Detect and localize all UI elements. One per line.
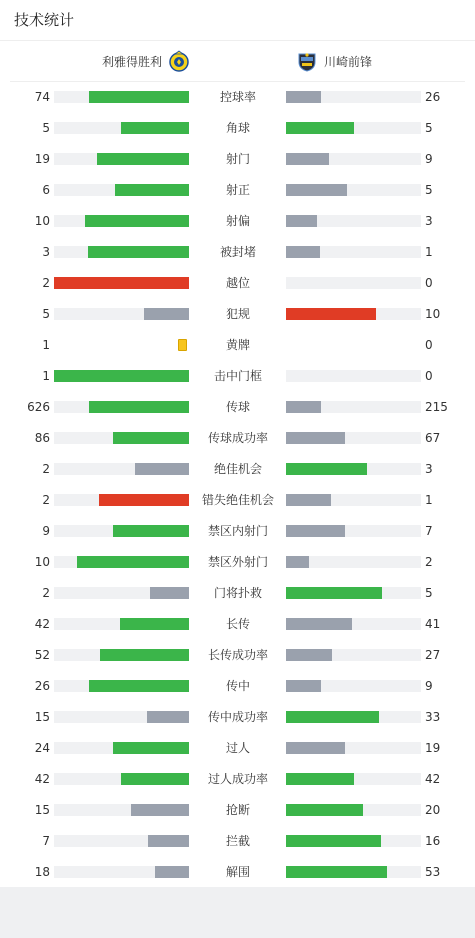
away-stat-bar-fill xyxy=(286,711,379,723)
home-stat-bar xyxy=(54,91,189,103)
away-team-name: 川崎前锋 xyxy=(324,54,373,69)
away-stat-bar-fill xyxy=(286,556,309,568)
away-stat-bar-fill xyxy=(286,525,345,537)
home-stat-bar xyxy=(54,432,189,444)
away-stat-value: 9 xyxy=(425,152,433,166)
away-stat-bar xyxy=(286,804,421,816)
away-stat-bar xyxy=(286,711,421,723)
away-stat-bar xyxy=(286,680,421,692)
home-stat-bar xyxy=(54,463,189,475)
away-stat-value: 19 xyxy=(425,741,441,755)
stat-label: 抢断 xyxy=(225,803,250,817)
stat-label: 传球 xyxy=(225,400,250,414)
away-stat-value: 16 xyxy=(425,834,441,848)
stat-label: 射偏 xyxy=(225,214,250,228)
away-stat-value: 26 xyxy=(425,90,441,104)
stat-label: 错失绝佳机会 xyxy=(201,493,274,507)
home-stat-bar-fill xyxy=(89,680,189,692)
stat-label: 禁区内射门 xyxy=(207,524,268,538)
stat-row xyxy=(0,733,475,764)
home-stat-value: 5 xyxy=(42,307,50,321)
stat-row xyxy=(0,175,475,206)
stat-label: 长传成功率 xyxy=(207,648,268,662)
home-stat-bar-fill xyxy=(150,587,189,599)
stat-row xyxy=(0,485,475,516)
home-stat-bar xyxy=(54,246,189,258)
home-stat-value: 15 xyxy=(34,803,50,817)
home-stat-bar xyxy=(54,804,189,816)
stat-label: 禁区外射门 xyxy=(207,555,268,569)
away-stat-bar xyxy=(286,184,421,196)
away-stat-value: 5 xyxy=(425,586,433,600)
home-stat-bar xyxy=(54,153,189,165)
home-stat-bar xyxy=(54,835,189,847)
home-stat-bar xyxy=(54,215,189,227)
away-stat-value: 67 xyxy=(425,431,441,445)
home-stat-bar xyxy=(54,618,189,630)
home-stat-bar-fill xyxy=(89,91,189,103)
away-stat-bar-fill xyxy=(286,91,321,103)
stat-row xyxy=(0,702,475,733)
stat-row xyxy=(0,640,475,671)
away-stat-bar-fill xyxy=(286,835,381,847)
away-stat-value: 20 xyxy=(425,803,441,817)
home-stat-bar xyxy=(54,277,189,289)
stat-row xyxy=(0,857,475,888)
away-stat-bar xyxy=(286,835,421,847)
away-stat-bar-fill xyxy=(286,401,321,413)
stat-row xyxy=(0,392,475,423)
home-stat-bar-fill xyxy=(97,153,189,165)
away-stat-bar-fill xyxy=(286,463,367,475)
home-stat-bar-fill xyxy=(121,122,189,134)
home-stat-value: 1 xyxy=(42,338,50,352)
stat-label: 射正 xyxy=(225,183,250,197)
away-stat-value: 215 xyxy=(425,400,448,414)
away-stat-bar xyxy=(286,587,421,599)
stat-row xyxy=(0,330,475,361)
home-stat-bar-fill xyxy=(155,866,189,878)
stat-row xyxy=(0,516,475,547)
home-team-logo-icon xyxy=(168,50,190,72)
home-team[interactable] xyxy=(102,41,196,81)
stat-row xyxy=(0,764,475,795)
home-stat-value: 19 xyxy=(34,152,50,166)
away-stat-value: 3 xyxy=(425,462,433,476)
teams-header xyxy=(10,41,465,82)
home-stat-bar xyxy=(54,122,189,134)
home-stat-value: 1 xyxy=(42,369,50,383)
away-stat-bar-fill xyxy=(286,618,352,630)
home-stat-value: 2 xyxy=(42,493,50,507)
away-team[interactable] xyxy=(290,41,372,81)
home-team-name: 利雅得胜利 xyxy=(102,54,163,69)
stat-label: 被封堵 xyxy=(219,245,256,259)
home-stat-bar-fill xyxy=(77,556,189,568)
away-stat-value: 5 xyxy=(425,183,433,197)
home-stat-value: 626 xyxy=(27,400,50,414)
stat-label: 击中门框 xyxy=(213,369,262,383)
away-stat-bar-fill xyxy=(286,587,382,599)
away-stat-value: 41 xyxy=(425,617,441,631)
stat-label: 传球成功率 xyxy=(207,431,268,445)
stat-row xyxy=(0,671,475,702)
away-stat-value: 42 xyxy=(425,772,441,786)
home-stat-value: 18 xyxy=(34,865,50,879)
away-stat-bar-fill xyxy=(286,494,331,506)
home-stat-bar xyxy=(54,308,189,320)
yellow-card-icon xyxy=(178,339,187,351)
home-stat-bar-fill xyxy=(85,215,189,227)
away-stat-value: 1 xyxy=(425,493,433,507)
home-stat-value: 2 xyxy=(42,586,50,600)
away-stat-bar xyxy=(286,494,421,506)
away-stat-bar-fill xyxy=(286,866,387,878)
away-stat-value: 7 xyxy=(425,524,433,538)
home-stat-value: 52 xyxy=(34,648,50,662)
home-stat-value: 74 xyxy=(34,90,50,104)
stat-row xyxy=(0,795,475,826)
away-stat-value: 3 xyxy=(425,214,433,228)
stat-label: 控球率 xyxy=(219,90,256,104)
away-stat-value: 53 xyxy=(425,865,441,879)
home-stat-bar xyxy=(54,742,189,754)
home-stat-value: 86 xyxy=(34,431,50,445)
stat-row xyxy=(0,206,475,237)
away-stat-bar xyxy=(286,370,421,382)
home-stat-value: 2 xyxy=(42,462,50,476)
home-stat-value: 26 xyxy=(34,679,50,693)
stat-row xyxy=(0,268,475,299)
away-stat-bar-fill xyxy=(286,184,347,196)
away-stat-bar xyxy=(286,618,421,630)
away-stat-value: 10 xyxy=(425,307,441,321)
stat-row xyxy=(0,454,475,485)
away-stat-value: 0 xyxy=(425,369,433,383)
away-stat-bar xyxy=(286,153,421,165)
home-stat-bar-fill xyxy=(99,494,189,506)
home-stat-bar xyxy=(54,587,189,599)
away-stat-value: 9 xyxy=(425,679,433,693)
home-stat-bar-fill xyxy=(113,432,189,444)
away-stat-bar-fill xyxy=(286,742,345,754)
away-stat-bar-fill xyxy=(286,215,317,227)
home-stat-bar-fill xyxy=(148,835,189,847)
away-stat-bar-fill xyxy=(286,122,354,134)
stat-label: 传中 xyxy=(225,679,250,693)
home-stat-bar xyxy=(54,680,189,692)
away-stat-value: 2 xyxy=(425,555,433,569)
away-stat-bar xyxy=(286,773,421,785)
home-stat-bar-fill xyxy=(54,370,189,382)
home-stat-bar xyxy=(54,401,189,413)
away-team-logo-icon xyxy=(296,50,318,72)
away-stat-value: 27 xyxy=(425,648,441,662)
home-stat-bar-fill xyxy=(147,711,189,723)
home-stat-value: 10 xyxy=(34,214,50,228)
stat-label: 绝佳机会 xyxy=(213,462,262,476)
stat-row xyxy=(0,361,475,392)
stat-label: 门将扑救 xyxy=(213,586,262,600)
home-stat-value: 3 xyxy=(42,245,50,259)
away-stat-value: 0 xyxy=(425,338,433,352)
away-stat-bar xyxy=(286,556,421,568)
away-stat-bar-fill xyxy=(286,432,345,444)
away-stat-bar xyxy=(286,246,421,258)
page-title: 技术统计 xyxy=(0,0,475,41)
away-stat-value: 1 xyxy=(425,245,433,259)
home-stat-bar xyxy=(54,556,189,568)
stat-label: 拦截 xyxy=(225,834,250,848)
home-stat-value: 42 xyxy=(34,772,50,786)
stat-label: 犯规 xyxy=(225,307,250,321)
home-stat-bar xyxy=(54,773,189,785)
home-stat-bar xyxy=(54,184,189,196)
home-stat-bar-fill xyxy=(54,277,189,289)
home-stat-bar-fill xyxy=(89,401,189,413)
home-stat-bar-fill xyxy=(131,804,189,816)
home-stat-bar-fill xyxy=(120,618,189,630)
away-stat-bar xyxy=(286,525,421,537)
away-stat-bar xyxy=(286,432,421,444)
home-stat-bar xyxy=(54,525,189,537)
away-stat-value: 0 xyxy=(425,276,433,290)
away-stat-bar xyxy=(286,463,421,475)
away-stat-bar-fill xyxy=(286,804,363,816)
stat-row xyxy=(0,113,475,144)
home-stat-bar xyxy=(54,649,189,661)
stats-list xyxy=(0,82,475,888)
away-stat-bar xyxy=(286,866,421,878)
away-stat-bar xyxy=(286,401,421,413)
away-stat-bar-fill xyxy=(286,649,332,661)
stat-label: 解围 xyxy=(225,865,250,879)
home-stat-bar-fill xyxy=(144,308,189,320)
home-stat-value: 7 xyxy=(42,834,50,848)
stat-row xyxy=(0,299,475,330)
home-stat-bar xyxy=(54,494,189,506)
away-stat-bar xyxy=(286,91,421,103)
away-stat-value: 33 xyxy=(425,710,441,724)
home-stat-bar-fill xyxy=(113,525,189,537)
home-stat-value: 42 xyxy=(34,617,50,631)
away-stat-bar xyxy=(286,277,421,289)
home-stat-bar-fill xyxy=(88,246,189,258)
home-stat-bar-fill xyxy=(121,773,189,785)
home-stat-value: 5 xyxy=(42,121,50,135)
away-stat-bar xyxy=(286,122,421,134)
stat-row xyxy=(0,547,475,578)
home-stat-bar-fill xyxy=(100,649,189,661)
away-stat-value: 5 xyxy=(425,121,433,135)
away-stat-bar-fill xyxy=(286,773,354,785)
away-stat-bar-fill xyxy=(286,308,376,320)
home-stat-bar-fill xyxy=(113,742,189,754)
home-stat-value: 9 xyxy=(42,524,50,538)
home-stat-bar xyxy=(54,370,189,382)
stat-label: 角球 xyxy=(225,121,250,135)
away-stat-bar xyxy=(286,649,421,661)
home-stat-value: 10 xyxy=(34,555,50,569)
stat-label: 射门 xyxy=(225,152,250,166)
home-stat-value: 6 xyxy=(42,183,50,197)
stat-label: 长传 xyxy=(225,617,250,631)
home-stat-bar xyxy=(54,711,189,723)
away-stat-bar-fill xyxy=(286,153,329,165)
stat-label: 过人 xyxy=(225,741,250,755)
stat-row xyxy=(0,82,475,113)
home-stat-value: 24 xyxy=(34,741,50,755)
away-stat-bar-fill xyxy=(286,246,320,258)
away-stat-bar-fill xyxy=(286,680,321,692)
home-stat-bar-fill xyxy=(135,463,189,475)
stat-label: 传中成功率 xyxy=(207,710,268,724)
stat-row xyxy=(0,609,475,640)
stat-row xyxy=(0,144,475,175)
home-stat-value: 2 xyxy=(42,276,50,290)
away-stat-bar xyxy=(286,742,421,754)
away-stat-bar xyxy=(286,308,421,320)
stat-label: 黄牌 xyxy=(225,338,250,352)
home-stat-bar-fill xyxy=(115,184,189,196)
stat-row xyxy=(0,578,475,609)
stat-row xyxy=(0,237,475,268)
away-stat-bar xyxy=(286,215,421,227)
stat-row xyxy=(0,423,475,454)
stat-row xyxy=(0,826,475,857)
stat-label: 越位 xyxy=(225,276,250,290)
home-stat-bar xyxy=(54,866,189,878)
home-stat-value: 15 xyxy=(34,710,50,724)
stat-label: 过人成功率 xyxy=(207,772,268,786)
